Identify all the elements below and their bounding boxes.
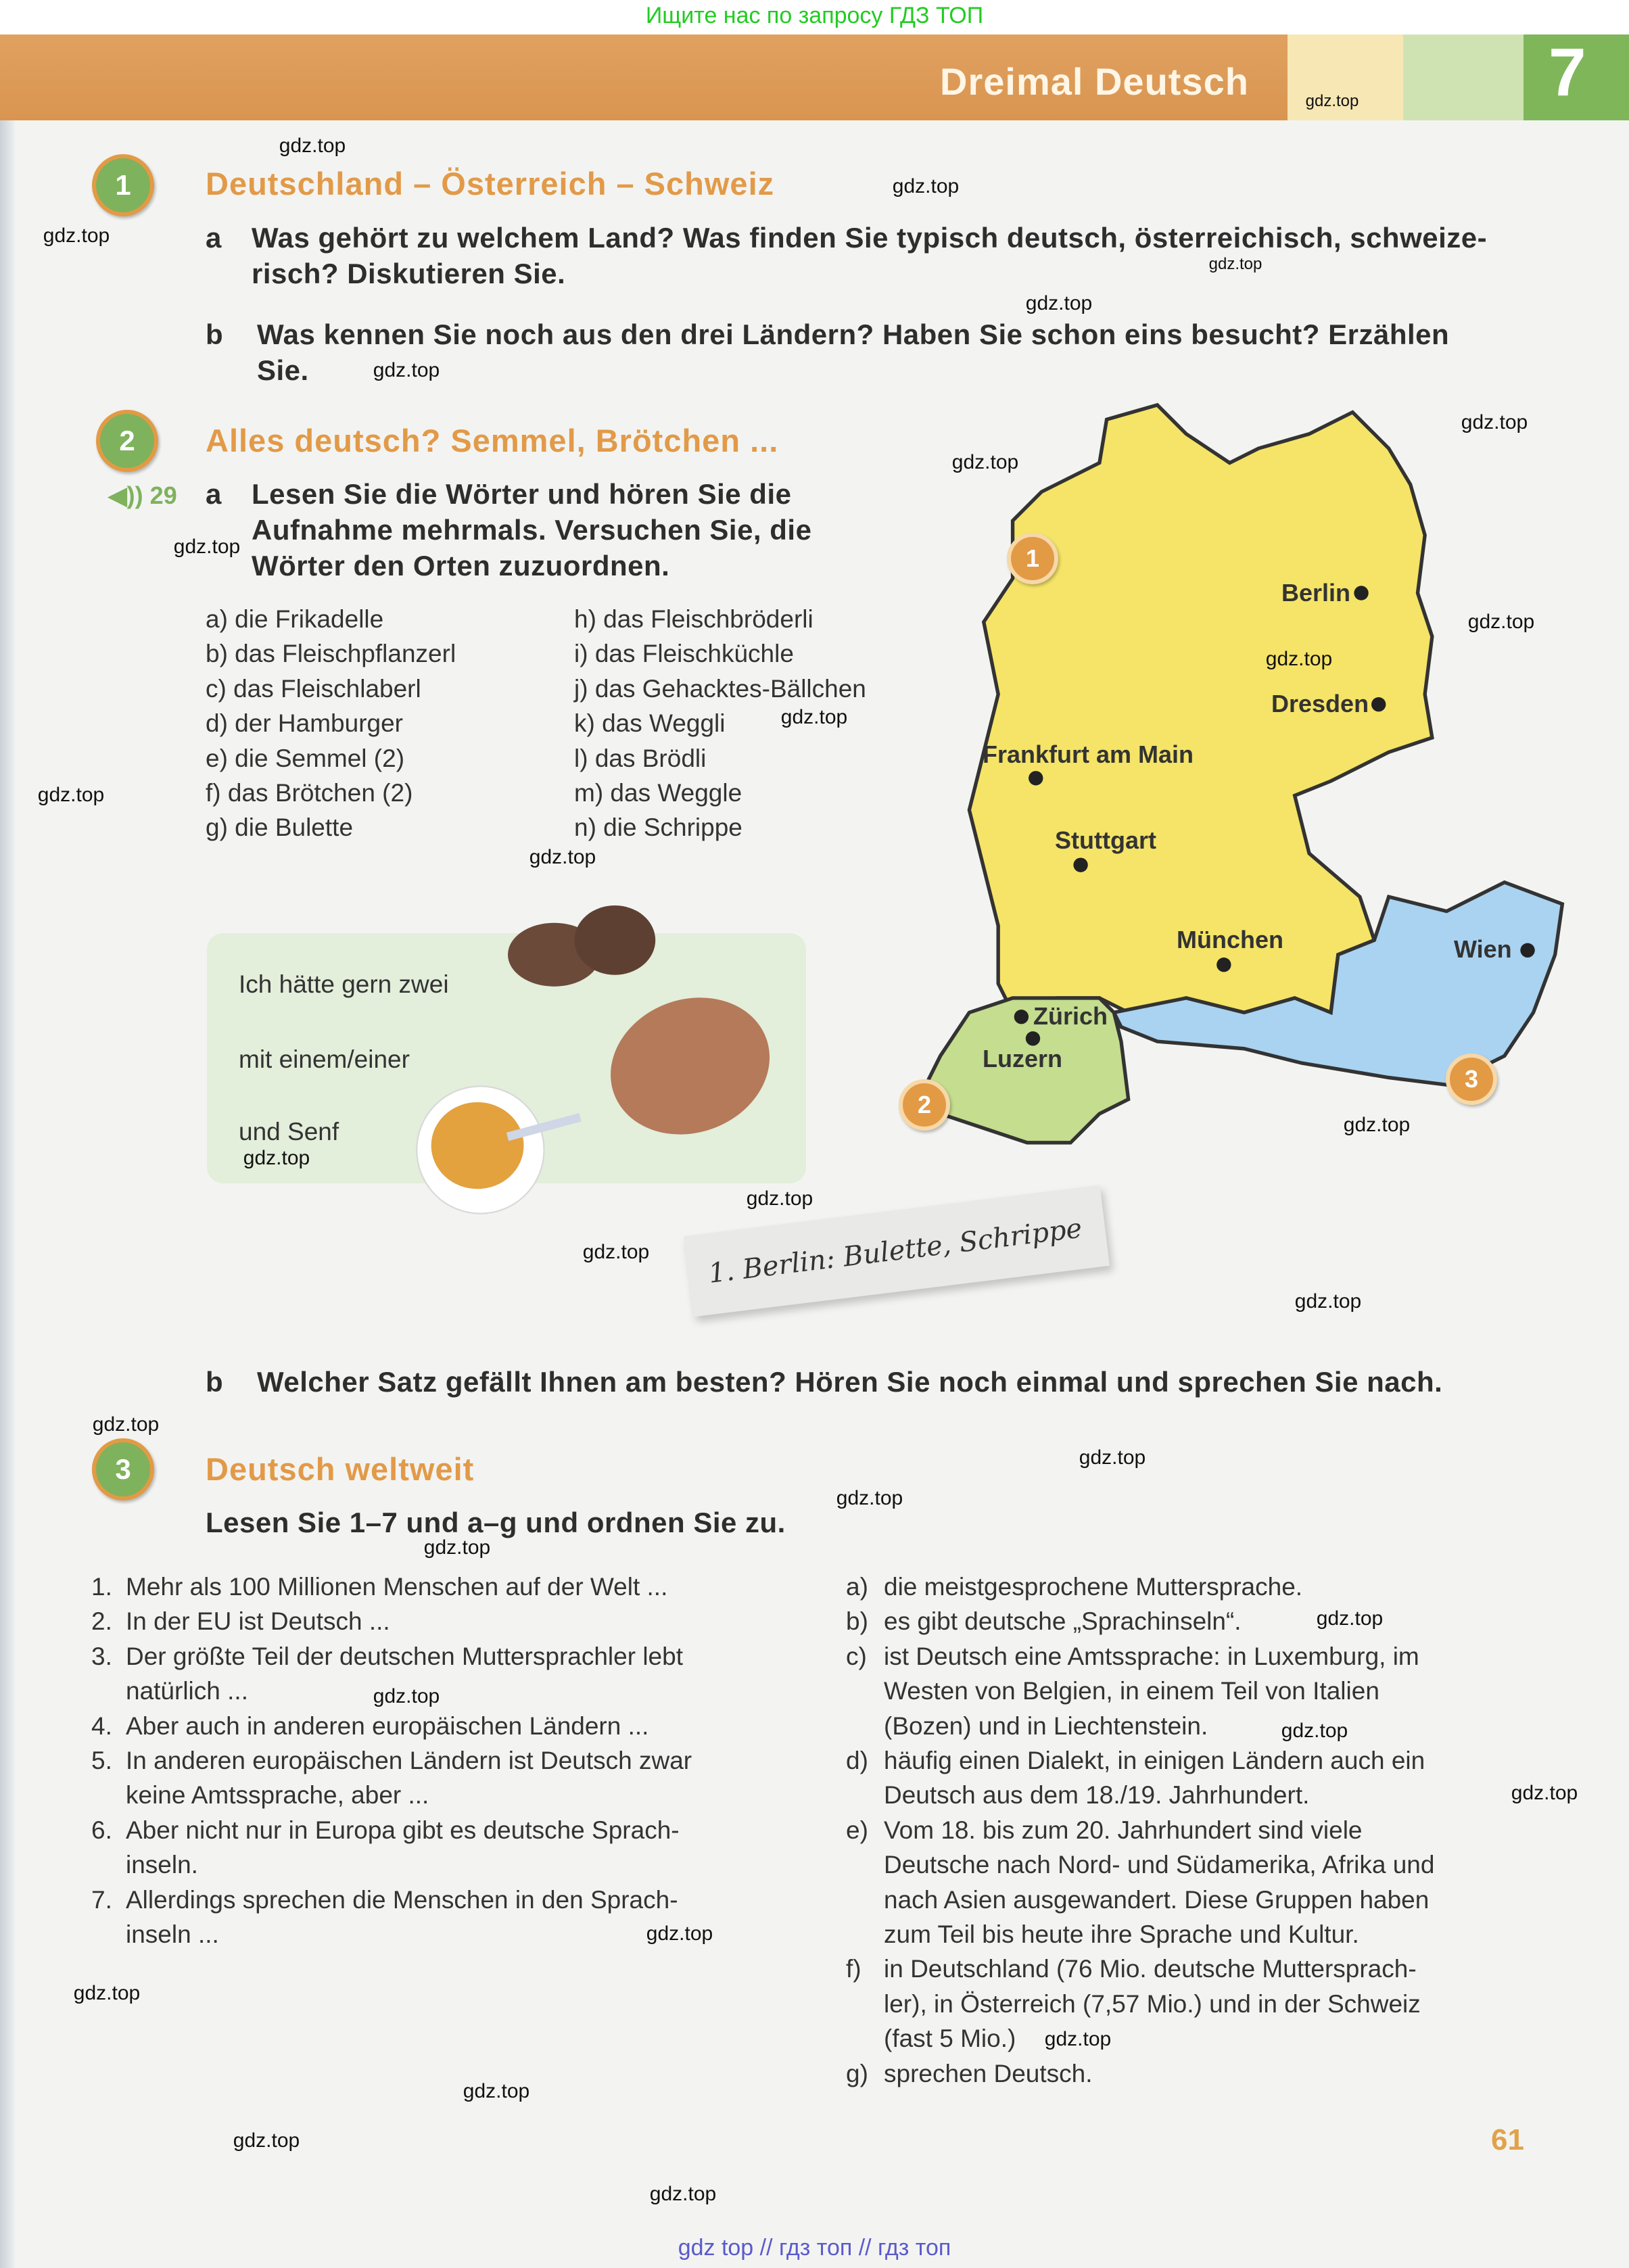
watermark: gdz.top (279, 135, 346, 157)
item-text: in Deutschland (76 Mio. deutsche Mutterspraсh- (884, 1955, 1417, 1983)
item-text: Der größte Teil der deutschen Muttersprachler lebt (126, 1642, 683, 1670)
task-text: Was gehört zu welchem Land? Was finden Sie typisch deutsch, österreichisch, schweize- (252, 222, 1488, 254)
task-text: Was kennen Sie noch aus den drei Ländern? Haben Sie schon eins besucht? Erzählen (257, 318, 1450, 350)
watermark: gdz.top (951, 451, 1019, 473)
item-label: 3. (91, 1642, 112, 1670)
phrase-line: Ich hätte gern zwei (239, 970, 449, 998)
watermark: gdz.top (646, 1922, 713, 1945)
task-label: a (206, 478, 222, 510)
item-label: a) (846, 1573, 868, 1601)
task-2b (206, 1364, 1558, 1404)
item-text: inseln ... (126, 1920, 219, 1949)
item-text: nach Asien ausgewandert. Diese Gruppen haben (884, 1885, 1430, 1914)
list-item (846, 2056, 1556, 2091)
section-title: Deutschland – Österreich – Schweiz (206, 166, 775, 202)
item-text: In anderen europäischen Ländern ist Deutsch zwar (126, 1747, 692, 1775)
word-item: b) das Fleischpflanzerl (206, 640, 456, 668)
word-item: h) das Fleischbröderli (574, 605, 813, 633)
watermark: gdz.top (1265, 648, 1333, 670)
item-text: Vom 18. bis zum 20. Jahrhundert sind viele (884, 1816, 1363, 1844)
item-text: (fast 5 Mio.) (884, 2025, 1016, 2053)
word-item: i) das Fleischküchle (574, 640, 794, 668)
list-item (91, 1743, 801, 1813)
list-item (91, 1639, 801, 1709)
city-wien: Wien (1454, 935, 1512, 963)
watermark: gdz.top (1281, 1720, 1348, 1742)
meatballs-image (508, 905, 655, 987)
word-item: e) die Semmel (2) (206, 744, 405, 772)
item-label: g) (846, 2059, 868, 2087)
item-text: ist Deutsch eine Amtssprache: in Luxemburg, im (884, 1642, 1419, 1670)
list-item (91, 1813, 801, 1883)
item-text: inseln. (126, 1851, 198, 1879)
watermark: gdz.top (73, 1982, 141, 2004)
task-label: a (206, 222, 222, 254)
section-number-badge: 3 (92, 1438, 154, 1501)
track-number: 29 (149, 481, 177, 509)
item-text: häufig einen Dialekt, in einigen Ländern auch ein (884, 1747, 1425, 1775)
item-text: In der EU ist Deutsch ... (126, 1607, 390, 1636)
list-item (846, 1569, 1556, 1604)
list-item (91, 1569, 801, 1604)
task-text: Lesen Sie die Wörter und hören Sie die (252, 478, 792, 510)
word-item: c) das Fleischlaberl (206, 674, 421, 703)
list-item (846, 1952, 1556, 2056)
item-label: 2. (91, 1607, 112, 1636)
item-label: f) (846, 1955, 861, 1983)
item-label: 4. (91, 1711, 112, 1740)
city-berlin: Berlin (1281, 579, 1351, 607)
item-label: 7. (91, 1885, 112, 1914)
word-item: d) der Hamburger (206, 709, 404, 738)
watermark: gdz.top (1511, 1782, 1578, 1804)
watermark: gdz.top (243, 1147, 310, 1169)
list-item (846, 1813, 1556, 1952)
word-item: l) das Brödli (574, 744, 707, 772)
watermark: gdz.top (373, 359, 440, 381)
speaker-icon: ◀)) (108, 481, 150, 509)
word-item: j) das Gehacktes-Bällchen (574, 674, 866, 703)
task-text: Aufnahme mehrmals. Versuchen Sie, die (252, 514, 812, 546)
item-label: b) (846, 1607, 868, 1636)
list-item (846, 1604, 1556, 1638)
watermark: gdz.top (1467, 611, 1535, 633)
city-stuttgart: Stuttgart (1055, 826, 1156, 854)
list-item (91, 1709, 801, 1743)
city-muenchen: München (1177, 926, 1283, 953)
city-frankfurt: Frankfurt am Main (983, 740, 1194, 768)
watermark: gdz.top (780, 706, 848, 728)
phrase-line: mit einem/einer (239, 1045, 410, 1073)
word-item: m) das Weggle (574, 779, 742, 807)
item-text: Allerdings sprechen die Menschen in den Sprach- (126, 1885, 678, 1914)
word-item: f) das Brötchen (2) (206, 779, 413, 807)
watermark: gdz.top (529, 846, 596, 868)
item-text: Aber auch in anderen europäischen Ländern ... (126, 1711, 649, 1740)
page-number: 61 (1491, 2123, 1524, 2156)
phrase-line: und Senf (239, 1118, 339, 1145)
watermark: gdz.top (892, 175, 960, 197)
word-item: k) das Weggli (574, 709, 726, 738)
watermark: gdz.top (37, 784, 105, 806)
item-text: Deutsch aus dem 18./19. Jahrhundert. (884, 1781, 1310, 1810)
item-text: Deutsche nach Nord- und Südamerika, Afrika und (884, 1851, 1435, 1879)
item-text: (Bozen) und in Liechtenstein. (884, 1711, 1208, 1740)
sentence-starts-list (91, 1569, 801, 1952)
item-text: es gibt deutsche „Sprachinseln“. (884, 1607, 1242, 1636)
item-text: Mehr als 100 Millionen Menschen auf der Welt ... (126, 1573, 668, 1601)
item-text: zum Teil bis heute ihre Sprache und Kultur. (884, 1920, 1359, 1949)
watermark: gdz.top (1025, 292, 1093, 314)
watermark: gdz.top (582, 1241, 650, 1263)
watermark: gdz.top (1316, 1607, 1384, 1630)
task-text: Wörter den Orten zuzuordnen. (252, 550, 670, 582)
watermark: gdz.top (463, 2080, 530, 2102)
item-text: Aber nicht nur in Europa gibt es deutsche Sprach- (126, 1816, 680, 1844)
city-luzern: Luzern (983, 1045, 1063, 1072)
watermark: gdz.top (43, 225, 110, 247)
list-item (846, 1639, 1556, 1743)
watermark: gdz.top (649, 2183, 717, 2205)
watermark: gdz.top (92, 1413, 160, 1436)
sentence-ends-list (846, 1569, 1556, 2091)
bread-roll-image (591, 976, 788, 1156)
list-item (846, 1743, 1556, 1813)
watermark: gdz.top (836, 1487, 903, 1509)
watermark: gdz.top (233, 2129, 300, 2152)
item-text: Westen von Belgien, in einem Teil von Italien (884, 1677, 1379, 1705)
watermark: gdz.top (373, 1685, 440, 1707)
watermark: gdz.top (1208, 255, 1262, 273)
city-zuerich: Zürich (1033, 1002, 1108, 1030)
chapter-number: 7 (1549, 34, 1586, 110)
map-marker-3: 3 (1446, 1054, 1497, 1105)
watermark: gdz.top (173, 536, 241, 558)
footer-links[interactable]: gdz top // гдз топ // гдз топ (678, 2235, 951, 2261)
task-text: risch? Diskutieren Sie. (252, 258, 566, 289)
watermark: gdz.top (746, 1187, 813, 1210)
word-item: g) die Bulette (206, 813, 354, 842)
word-item: n) die Schrippe (574, 813, 742, 842)
item-text: die meistgesprochene Muttersprache. (884, 1573, 1303, 1601)
watermark: gdz.top (423, 1536, 491, 1559)
search-hint: Ищите нас по запросу ГДЗ ТОП (645, 3, 984, 28)
chapter-title: Dreimal Deutsch (940, 60, 1249, 103)
mustard-bowl-image (417, 1086, 581, 1213)
task-text: Sie. (257, 354, 309, 386)
task-label: b (206, 318, 224, 350)
section-title: Deutsch weltweit (206, 1451, 475, 1487)
watermark: gdz.top (1343, 1114, 1411, 1136)
watermark: gdz.top (1079, 1446, 1146, 1469)
item-text: natürlich ... (126, 1677, 248, 1705)
map-marker-2: 2 (899, 1079, 950, 1131)
watermark: gdz.top (1044, 2028, 1112, 2050)
item-text: keine Amtssprache, aber ... (126, 1781, 429, 1810)
word-item: a) die Frikadelle (206, 605, 384, 633)
section-title: Alles deutsch? Semmel, Brötchen ... (206, 423, 779, 458)
watermark: gdz.top (1461, 411, 1528, 433)
section-number-badge: 1 (92, 154, 154, 216)
item-label: 5. (91, 1747, 112, 1775)
list-item (91, 1604, 801, 1638)
item-label: d) (846, 1747, 868, 1775)
task-instruction: Lesen Sie 1–7 und a–g und ordnen Sie zu. (206, 1507, 786, 1538)
watermark: gdz.top (1294, 1290, 1362, 1313)
example-note: 1. Berlin: Bulette, Schrippe (684, 1185, 1110, 1317)
task-text: Welcher Satz gefällt Ihnen am besten? Hören Sie noch einmal und sprechen Sie nach. (257, 1366, 1443, 1398)
item-text: ler), in Österreich (7,57 Mio.) und in der Schweiz (884, 1989, 1421, 2018)
item-label: 6. (91, 1816, 112, 1844)
task-label: b (206, 1366, 224, 1398)
section-number-badge: 2 (96, 410, 158, 472)
item-label: 1. (91, 1573, 112, 1601)
city-dresden: Dresden (1271, 690, 1369, 717)
map-marker-1: 1 (1007, 533, 1058, 584)
item-label: e) (846, 1816, 868, 1844)
watermark: gdz.top (1305, 92, 1359, 110)
item-text: sprechen Deutsch. (884, 2059, 1093, 2087)
item-label: c) (846, 1642, 867, 1670)
